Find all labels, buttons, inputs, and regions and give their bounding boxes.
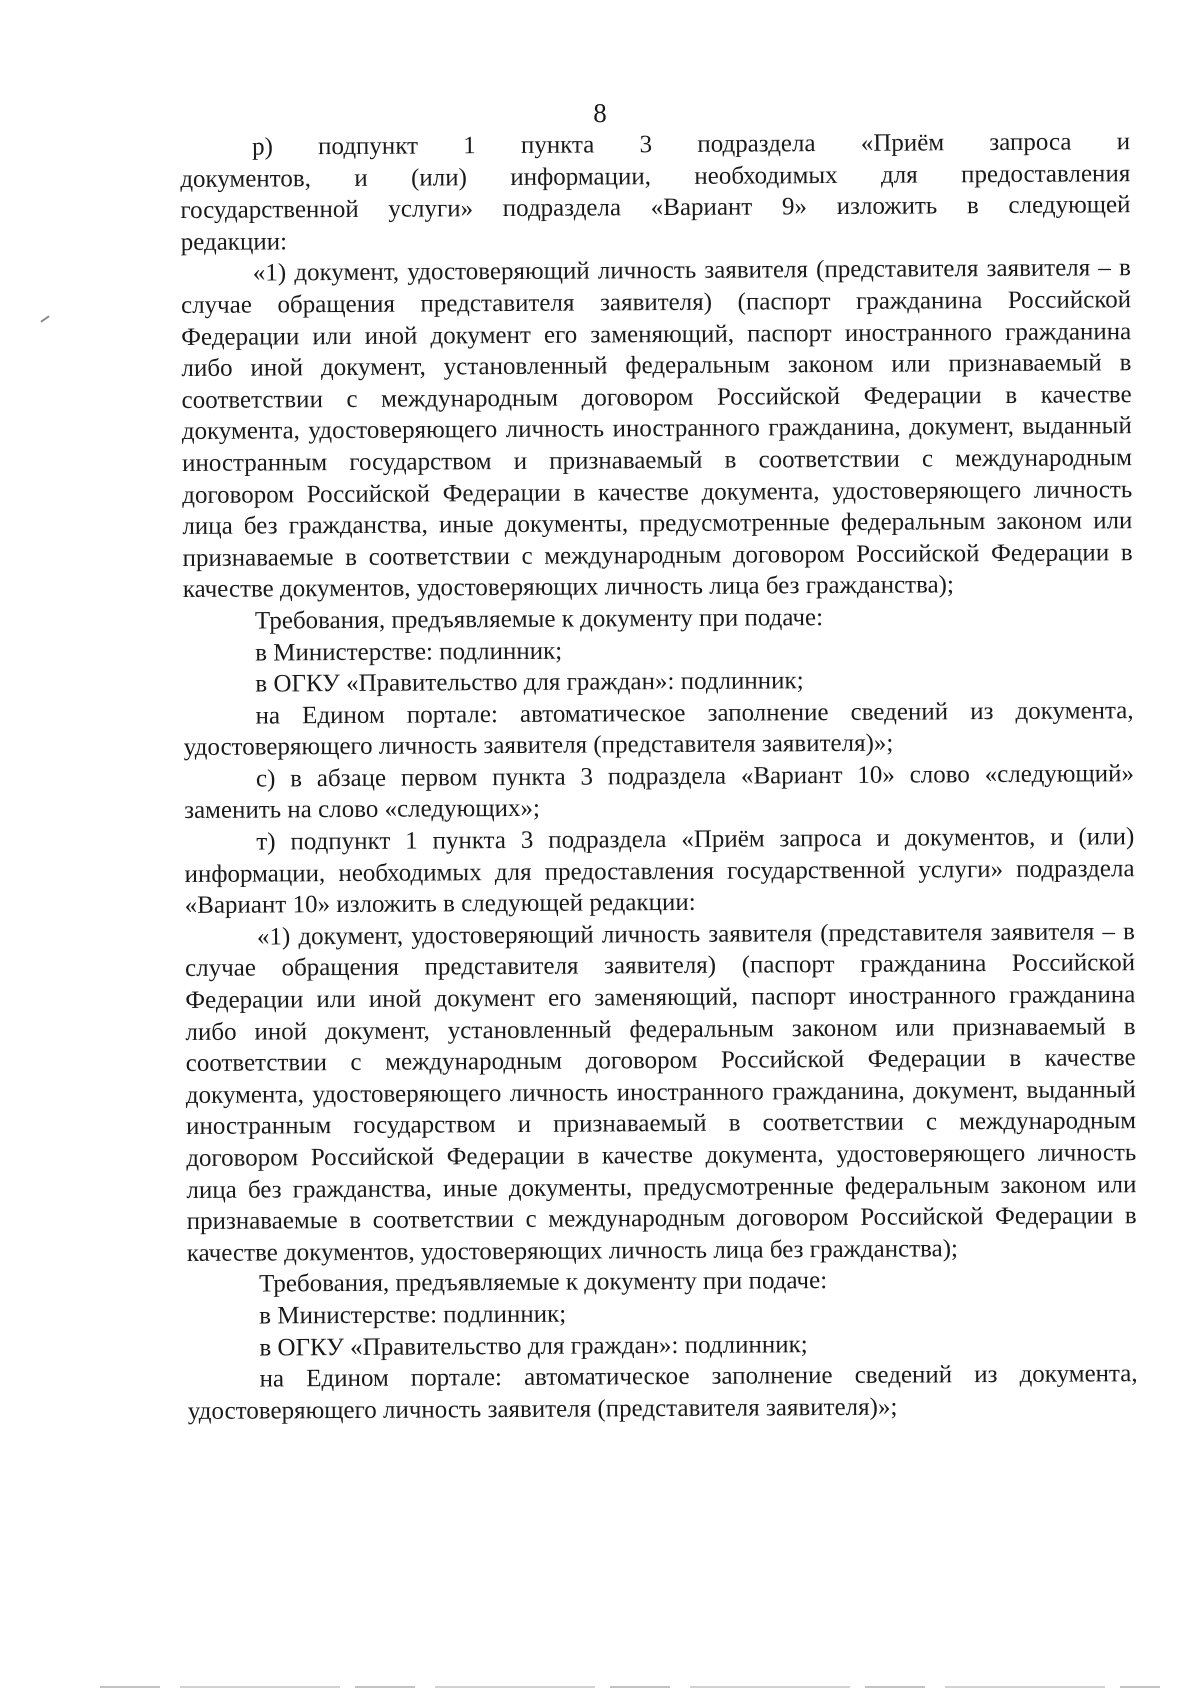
paragraph-ogku-original-2: в ОГКУ «Правительство для граждан»: подлинник; [259, 1330, 808, 1362]
scan-bottom-edge [100, 1686, 1160, 1688]
paragraph-ministry-original: в Министерстве: подлинник; [255, 637, 563, 667]
paragraph-document-list-variant-10: «1) документ, удостоверяющий личность заявителя (представителя заявителя – в случае обращения представителя заявителя) (паспорт гражданина Российской Федерации или иной документ его заменяющий, паспорт иностранного гражданина либо иной документ, установленный федеральным законом или признаваемый в соответствии с международным договором Российской Федерации в качестве документа, удостоверяющего личность иностранного гражданина, документ, выданный иностранным государством и признаваемый в соответствии с международным договором Российской Федерации в качестве документа, удостоверяющего личность лица без гражданства, иные документы, предусмотренные федеральным законом или признаваемые в соответствии с международным договором Российской Федерации в качестве документов, удостоверяющих личность лица без гражданства); [185, 918, 1137, 1267]
paragraph-unified-portal: на Едином портале: автоматическое заполнение сведений из документа, удостоверяющего личность заявителя (представителя заявителя)»; [183, 696, 1134, 762]
paragraph-document-list-variant-9: «1) документ, удостоверяющий личность заявителя (представителя заявителя – в случае обращения представителя заявителя) (паспорт гражданина Российской Федерации или иной документ его заменяющий, паспорт иностранного гражданина либо иной документ, установленный федеральным законом или признаваемый в соответствии с международным договором Российской Федерации в качестве документа, удостоверяющего личность иностранного гражданина, документ, выданный иностранным государством и признаваемый в соответствии с международным договором Российской Федерации в качестве документа, удостоверяющего личность лица без гражданства, иные документы, предусмотренные федеральным законом или признаваемые в соответствии с международным договором Российской Федерации в качестве документов, удостоверяющих личность лица без гражданства); [180, 254, 1133, 604]
document-body [180, 126, 1138, 1427]
paragraph-requirements-heading: Требования, предъявляемые к документу при подаче: [254, 603, 824, 635]
paragraph-item-r: р) подпункт 1 пункта 3 подраздела «Приём запроса и документов, и (или) информации, необходимых для предоставления государственной услуги» подраздела «Вариант 9» изложить в следующей редакции: [180, 128, 1131, 256]
paragraph-ministry-original-2: в Министерстве: подлинник; [259, 1300, 567, 1330]
paragraph-item-s: с) в абзаце первом пункта 3 подраздела «Вариант 10» слово «следующий» заменить на слово «следующих»; [184, 760, 1135, 825]
page-number: 8 [593, 98, 607, 128]
paragraph-requirements-heading-2: Требования, предъявляемые к документу при подаче: [258, 1267, 828, 1298]
scan-artifact-mark [40, 315, 49, 322]
paragraph-item-t: т) подпункт 1 пункта 3 подраздела «Приём запроса и документов, и (или) информации, необходимых для предоставления государственной услуги» подраздела «Вариант 10» изложить в следующей редакции: [184, 823, 1135, 920]
paragraph-unified-portal-2: на Едином портале: автоматическое заполнение сведений из документа, удостоверяющего личность заявителя (представителя заявителя)»; [187, 1360, 1138, 1425]
paragraph-ogku-original: в ОГКУ «Правительство для граждан»: подлинник; [255, 667, 804, 698]
